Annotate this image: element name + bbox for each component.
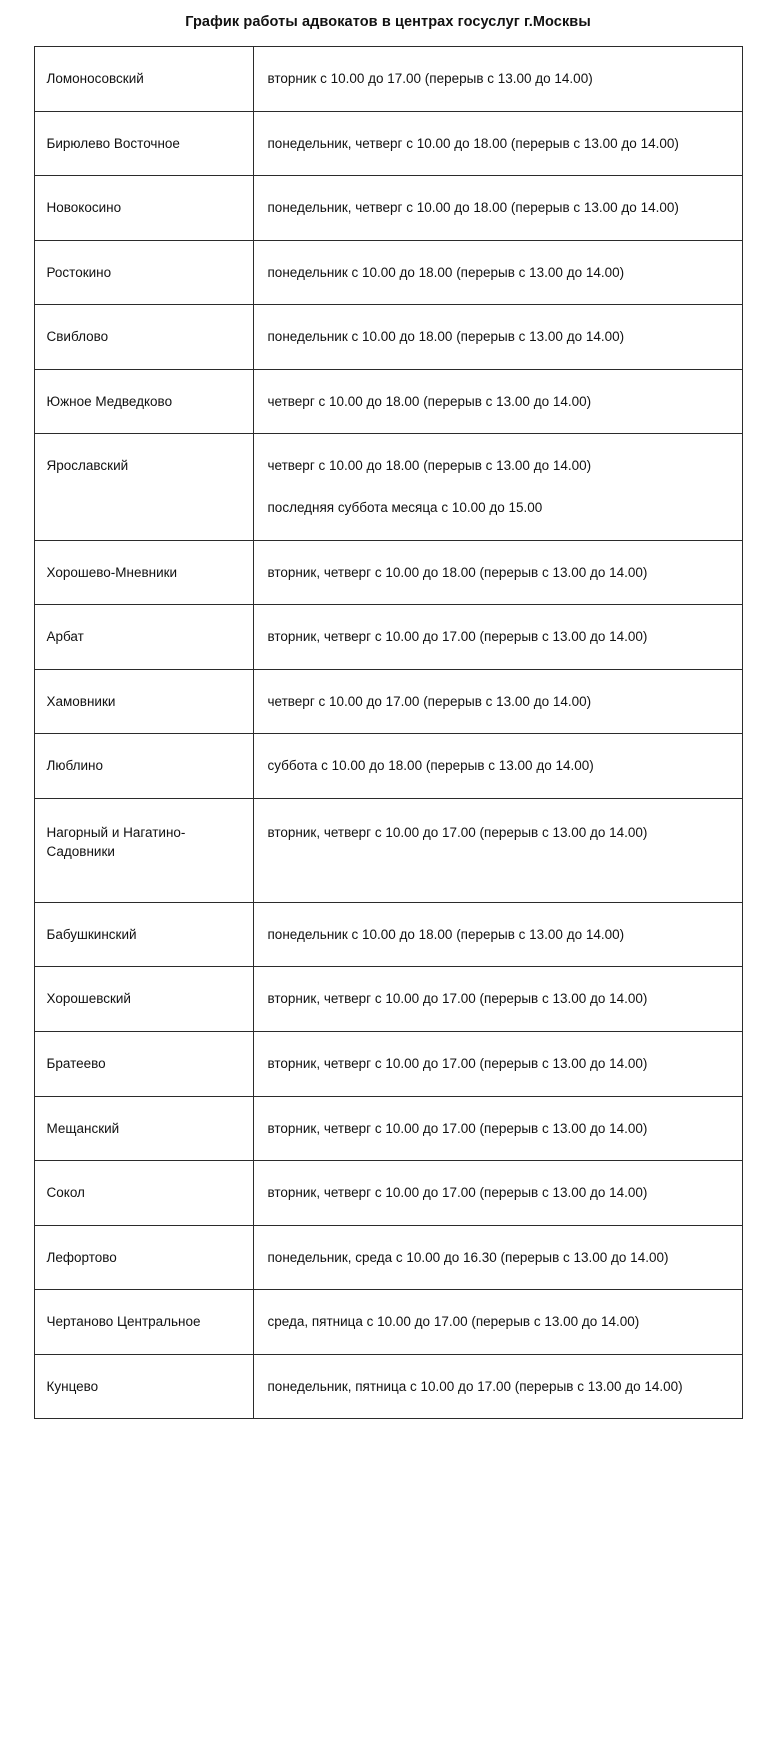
hours-cell	[253, 669, 742, 734]
table-row	[34, 434, 742, 540]
hours-line: суббота с 10.00 до 18.00 (перерыв с 13.00 до 14.00)	[267, 758, 594, 774]
table-row	[34, 1161, 742, 1226]
schedule-table	[34, 46, 743, 1419]
table-row	[34, 1354, 742, 1419]
hours-line: понедельник с 10.00 до 18.00 (перерыв с 13.00 до 14.00)	[267, 329, 625, 345]
table-row	[34, 240, 742, 305]
hours-line: последняя суббота месяца с 10.00 до 15.00	[267, 499, 543, 515]
district-cell: Лефортово	[34, 1225, 253, 1290]
table-row	[34, 669, 742, 734]
table-row	[34, 176, 742, 241]
table-row	[34, 734, 742, 799]
hours-line: вторник, четверг с 10.00 до 17.00 (перерыв с 13.00 до 14.00)	[267, 1120, 648, 1136]
table-row	[34, 605, 742, 670]
schedule-table-body	[34, 47, 742, 1419]
hours-cell	[253, 111, 742, 176]
district-cell: Бабушкинский	[34, 902, 253, 967]
table-row	[34, 1032, 742, 1097]
hours-cell	[253, 369, 742, 434]
hours-cell	[253, 902, 742, 967]
hours-cell	[253, 176, 742, 241]
hours-cell	[253, 240, 742, 305]
district-cell: Ярославский	[34, 434, 253, 540]
hours-line: среда, пятница с 10.00 до 17.00 (перерыв с 13.00 до 14.00)	[267, 1314, 640, 1330]
table-row	[34, 1290, 742, 1355]
district-cell: Нагорный и Нагатино-Садовники	[34, 798, 253, 902]
hours-cell	[253, 1096, 742, 1161]
hours-line: понедельник с 10.00 до 18.00 (перерыв с 13.00 до 14.00)	[267, 264, 625, 280]
district-cell: Чертаново Центральное	[34, 1290, 253, 1355]
hours-line: понедельник, среда с 10.00 до 16.30 (перерыв с 13.00 до 14.00)	[267, 1249, 669, 1265]
district-cell: Хорошевский	[34, 967, 253, 1032]
district-cell: Сокол	[34, 1161, 253, 1226]
hours-line: вторник, четверг с 10.00 до 18.00 (перерыв с 13.00 до 14.00)	[267, 564, 648, 580]
hours-line: четверг с 10.00 до 18.00 (перерыв с 13.00 до 14.00)	[267, 393, 592, 409]
district-cell: Южное Медведково	[34, 369, 253, 434]
district-cell: Хамовники	[34, 669, 253, 734]
hours-cell	[253, 605, 742, 670]
hours-cell	[253, 1225, 742, 1290]
district-cell: Люблино	[34, 734, 253, 799]
hours-line: четверг с 10.00 до 17.00 (перерыв с 13.00 до 14.00)	[267, 693, 592, 709]
hours-cell	[253, 1161, 742, 1226]
district-cell: Ростокино	[34, 240, 253, 305]
table-row	[34, 111, 742, 176]
hours-cell	[253, 434, 742, 540]
district-cell: Ломоносовский	[34, 47, 253, 112]
table-row	[34, 967, 742, 1032]
district-cell: Свиблово	[34, 305, 253, 370]
page-title: График работы адвокатов в центрах госуслуг г.Москвы	[185, 14, 591, 30]
hours-line: вторник, четверг с 10.00 до 17.00 (перерыв с 13.00 до 14.00)	[267, 991, 648, 1007]
hours-line: понедельник, пятница с 10.00 до 17.00 (перерыв с 13.00 до 14.00)	[267, 1378, 683, 1394]
hours-cell	[253, 1032, 742, 1097]
hours-line: вторник, четверг с 10.00 до 17.00 (перерыв с 13.00 до 14.00)	[267, 629, 648, 645]
hours-line: вторник с 10.00 до 17.00 (перерыв с 13.00 до 14.00)	[267, 71, 593, 86]
hours-cell	[253, 798, 742, 902]
hours-cell	[253, 1290, 742, 1355]
hours-line: вторник, четверг с 10.00 до 17.00 (перерыв с 13.00 до 14.00)	[267, 824, 648, 840]
hours-cell	[253, 734, 742, 799]
hours-line: понедельник с 10.00 до 18.00 (перерыв с 13.00 до 14.00)	[267, 926, 625, 942]
hours-cell	[253, 1354, 742, 1419]
district-cell: Бирюлево Восточное	[34, 111, 253, 176]
table-row	[34, 305, 742, 370]
table-row	[34, 369, 742, 434]
hours-line: вторник, четверг с 10.00 до 17.00 (перерыв с 13.00 до 14.00)	[267, 1056, 648, 1071]
table-row	[34, 540, 742, 605]
hours-cell	[253, 540, 742, 605]
hours-cell	[253, 305, 742, 370]
district-cell: Новокосино	[34, 176, 253, 241]
hours-cell	[253, 967, 742, 1032]
district-cell: Мещанский	[34, 1096, 253, 1161]
table-row	[34, 47, 742, 112]
table-row	[34, 798, 742, 902]
table-row	[34, 902, 742, 967]
district-cell: Братеево	[34, 1032, 253, 1097]
hours-line: понедельник, четверг с 10.00 до 18.00 (перерыв с 13.00 до 14.00)	[267, 200, 679, 216]
hours-line: вторник, четверг с 10.00 до 17.00 (перерыв с 13.00 до 14.00)	[267, 1185, 648, 1201]
hours-line: понедельник, четверг с 10.00 до 18.00 (перерыв с 13.00 до 14.00)	[267, 135, 679, 151]
district-cell: Кунцево	[34, 1354, 253, 1419]
hours-line: четверг с 10.00 до 18.00 (перерыв с 13.00 до 14.00)	[267, 458, 592, 474]
table-row	[34, 1096, 742, 1161]
hours-cell	[253, 47, 742, 112]
district-cell: Хорошево-Мневники	[34, 540, 253, 605]
district-cell: Арбат	[34, 605, 253, 670]
table-row	[34, 1225, 742, 1290]
